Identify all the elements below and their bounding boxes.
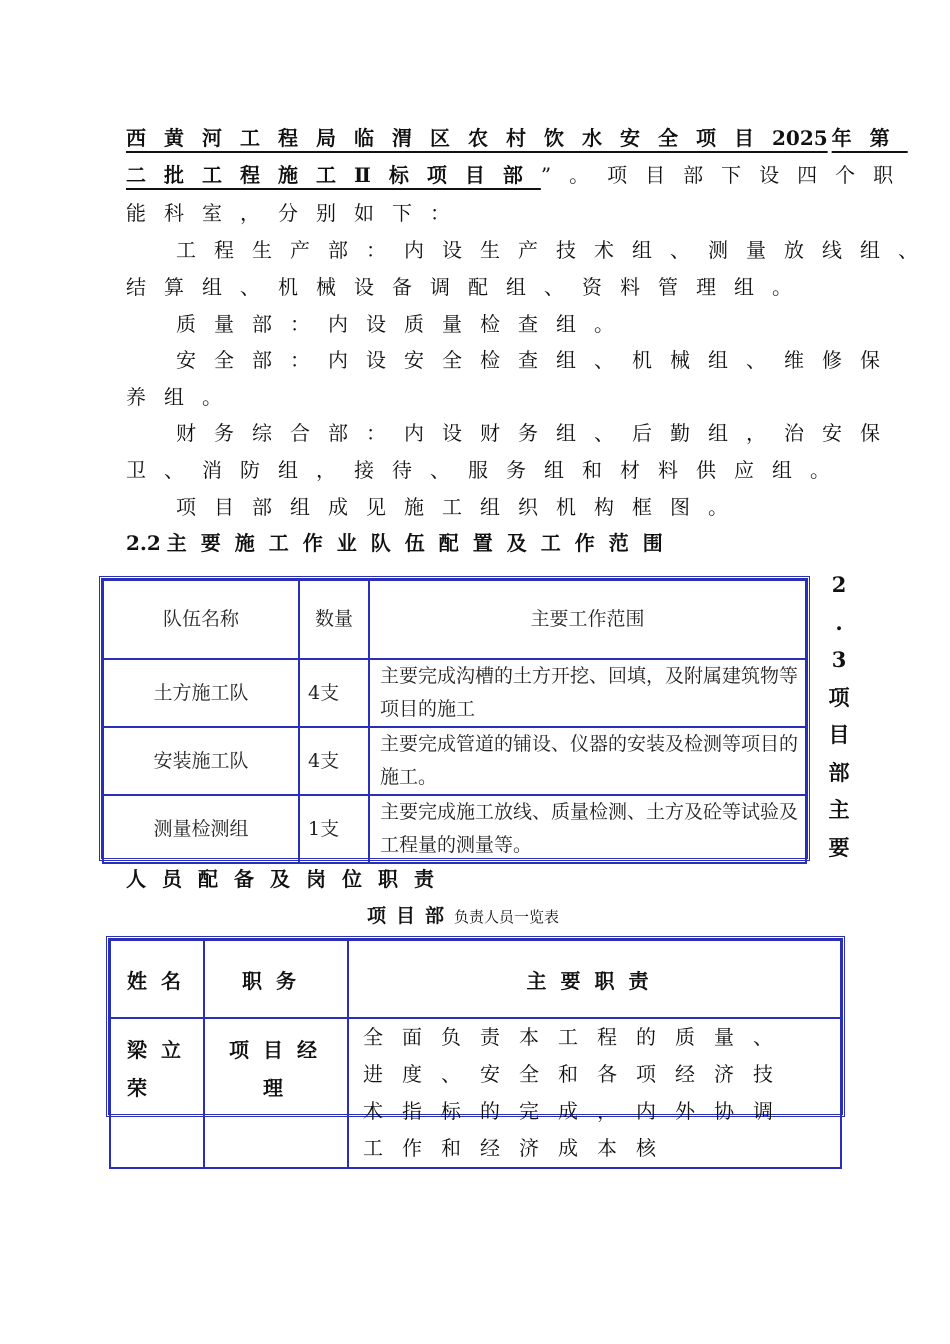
team-scope: 主要完成沟槽的土方开挖、回填，及附属建筑物等项目的施工 — [369, 659, 806, 727]
staff-position: 项目经理 — [204, 1018, 348, 1168]
team-scope: 主要完成管道的铺设、仪器的安装及检测等项目的施工。 — [369, 727, 806, 795]
intro-year: 2025 — [772, 126, 828, 150]
team-name: 测量检测组 — [103, 795, 299, 863]
dept-engineering-line-1: 工程生产部：内设生产技术组、测量放线组、 — [176, 238, 936, 262]
vertical-char: . — [835, 609, 843, 635]
vertical-char: 3 — [831, 647, 847, 672]
teams-header-name: 队伍名称 — [103, 580, 299, 659]
intro-line-3: 能科室，分别如下： — [126, 201, 468, 225]
team-count: 4支 — [299, 727, 369, 795]
table-row — [103, 727, 806, 795]
staff-caption-normal: 负责人员一览表 — [454, 908, 560, 926]
dept-engineering-line-2: 结算组、机械设备调配组、资料管理组。 — [126, 275, 810, 299]
vertical-char: 项 — [828, 684, 850, 710]
dept-quality: 质量部：内设质量检查组。 — [176, 312, 632, 336]
staff-caption-bold: 项目部 — [367, 905, 455, 927]
section-2-2-number: 2.2 — [126, 531, 161, 555]
section-2-2-title: 主要施工作业队伍配置及工作范围 — [166, 531, 677, 555]
staff-header-duty: 主要职责 — [348, 940, 841, 1018]
dept-safety-line-1: 安全部：内设安全检查组、机械组、维修保 — [176, 348, 898, 372]
section-2-3-continuation: 人员配备及岗位职责 — [126, 867, 450, 891]
vertical-char: 要 — [828, 834, 850, 860]
staff-name: 梁立荣 — [110, 1018, 204, 1168]
team-count: 1支 — [299, 795, 369, 863]
org-chart-note: 项目部组成见施工组织机构框图。 — [176, 495, 746, 519]
teams-header-count: 数量 — [299, 580, 369, 659]
table-row — [110, 1018, 841, 1168]
dept-safety-line-2: 养组。 — [126, 385, 240, 409]
staff-duty: 全面负责本工程的质量、进度、安全和各项经济技术指标的完成，内外协调工作和经济成本核 — [348, 1018, 841, 1168]
staff-table — [106, 936, 845, 1160]
staff-header-position: 职务 — [204, 940, 348, 1018]
intro-line-1-suffix: 年第 — [831, 126, 908, 150]
dept-finance-line-2: 卫、消防组，接待、服务组和材料供应组。 — [126, 458, 848, 482]
table-row — [103, 659, 806, 727]
section-2-3-vertical-heading — [828, 566, 850, 866]
team-name: 安装施工队 — [103, 727, 299, 795]
team-name: 土方施工队 — [103, 659, 299, 727]
vertical-char: 主 — [828, 797, 850, 822]
vertical-char: 部 — [828, 759, 850, 785]
intro-line-2-rest: ”。项目部下设四个职 — [540, 163, 912, 187]
section-2-2-heading — [126, 527, 677, 556]
staff-header-name: 姓名 — [110, 940, 204, 1018]
team-scope: 主要完成施工放线、质量检测、土方及砼等试验及工程量的测量等。 — [369, 795, 806, 863]
intro-line-1-prefix: 西黄河工程局临渭区农村饮水安全项目 — [126, 126, 772, 150]
intro-line-1 — [126, 122, 908, 151]
intro-line-2 — [126, 159, 911, 188]
dept-finance-line-1: 财务综合部：内设财务组、后勤组，治安保 — [176, 421, 898, 445]
vertical-char: 目 — [828, 722, 850, 747]
teams-table — [99, 576, 810, 861]
project-dept-name: 二批工程施工Ⅱ标项目部 — [126, 163, 541, 187]
team-count: 4支 — [299, 659, 369, 727]
staff-table-caption — [367, 901, 559, 928]
table-row — [103, 795, 806, 863]
vertical-char: 2 — [831, 572, 847, 597]
teams-header-scope: 主要工作范围 — [369, 580, 806, 659]
